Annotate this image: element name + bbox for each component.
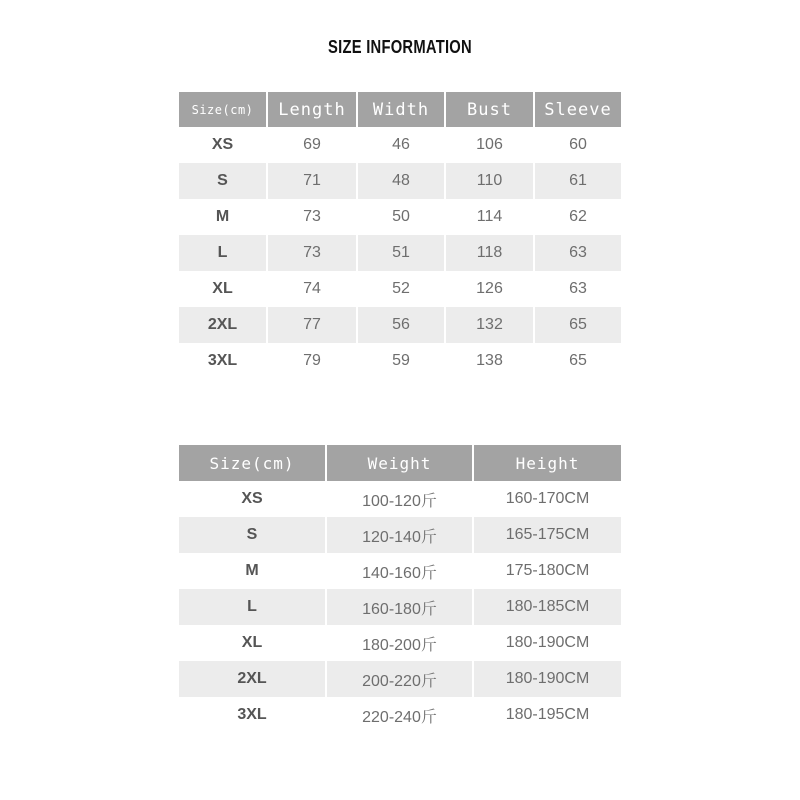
header-width: Width xyxy=(357,92,445,127)
sleeve-cell: 62 xyxy=(534,199,621,235)
size-cell: S xyxy=(179,517,326,553)
table-row xyxy=(179,307,621,343)
sleeve-cell: 65 xyxy=(534,307,621,343)
length-cell: 71 xyxy=(267,163,357,199)
table-row xyxy=(179,661,621,697)
sleeve-cell: 63 xyxy=(534,271,621,307)
bust-cell: 114 xyxy=(445,199,534,235)
sleeve-cell: 65 xyxy=(534,343,621,379)
size-cell: S xyxy=(179,163,267,199)
bust-cell: 132 xyxy=(445,307,534,343)
weight-height-table xyxy=(179,445,621,733)
width-cell: 48 xyxy=(357,163,445,199)
table-row xyxy=(179,697,621,733)
height-cell: 165-175CM xyxy=(473,517,621,553)
size-cell: L xyxy=(179,589,326,625)
height-cell: 180-190CM xyxy=(473,625,621,661)
page-title: SIZE INFORMATION xyxy=(328,37,472,57)
width-cell: 46 xyxy=(357,127,445,163)
table-row xyxy=(179,271,621,307)
sleeve-cell: 61 xyxy=(534,163,621,199)
header-sleeve: Sleeve xyxy=(534,92,621,127)
height-cell: 180-195CM xyxy=(473,697,621,733)
width-cell: 56 xyxy=(357,307,445,343)
table-row xyxy=(179,127,621,163)
size-cell: M xyxy=(215,208,230,225)
header-size: Size(cm) xyxy=(179,92,267,127)
size-cell: L xyxy=(179,235,267,271)
weight-cell: 140-160斤 xyxy=(326,553,473,589)
length-cell: 69 xyxy=(267,127,357,163)
length-cell: 73 xyxy=(267,199,357,235)
header-size: Size(cm) xyxy=(179,445,326,481)
bust-cell: 138 xyxy=(445,343,534,379)
height-cell: 160-170CM xyxy=(473,481,621,517)
size-cell: 2XL xyxy=(179,661,326,697)
table-header-row xyxy=(179,445,621,481)
height-cell: 180-190CM xyxy=(473,661,621,697)
weight-cell: 180-200斤 xyxy=(326,625,473,661)
size-cell: XL xyxy=(212,280,233,297)
size-cell: 2XL xyxy=(179,307,267,343)
bust-cell: 110 xyxy=(445,163,534,199)
width-cell: 52 xyxy=(357,271,445,307)
width-cell: 50 xyxy=(357,199,445,235)
bust-cell: 118 xyxy=(445,235,534,271)
length-cell: 73 xyxy=(267,235,357,271)
table-row xyxy=(179,235,621,271)
table-row xyxy=(179,589,621,625)
weight-cell: 120-140斤 xyxy=(326,517,473,553)
table-header-row xyxy=(179,92,621,127)
width-cell: 51 xyxy=(357,235,445,271)
weight-cell: 220-240斤 xyxy=(326,697,473,733)
table-row xyxy=(179,481,621,517)
weight-cell: 100-120斤 xyxy=(326,481,473,517)
table-row xyxy=(179,553,621,589)
weight-cell: 160-180斤 xyxy=(326,589,473,625)
height-cell: 175-180CM xyxy=(473,553,621,589)
garment-measurements-table xyxy=(179,92,621,379)
sleeve-cell: 63 xyxy=(534,235,621,271)
table-row xyxy=(179,163,621,199)
size-cell: 3XL xyxy=(207,352,238,369)
size-cell: XS xyxy=(241,490,263,507)
size-cell: M xyxy=(245,562,259,579)
table-row xyxy=(179,517,621,553)
sleeve-cell: 60 xyxy=(534,127,621,163)
weight-cell: 200-220斤 xyxy=(326,661,473,697)
header-height: Height xyxy=(473,445,621,481)
table-row xyxy=(179,625,621,661)
size-cell: XL xyxy=(241,634,263,651)
length-cell: 79 xyxy=(267,343,357,379)
table-row xyxy=(179,199,621,235)
width-cell: 59 xyxy=(357,343,445,379)
height-cell: 180-185CM xyxy=(473,589,621,625)
header-length: Length xyxy=(267,92,357,127)
bust-cell: 106 xyxy=(445,127,534,163)
length-cell: 77 xyxy=(267,307,357,343)
size-cell: 3XL xyxy=(237,706,267,723)
size-cell: XS xyxy=(211,136,234,153)
length-cell: 74 xyxy=(267,271,357,307)
table-row xyxy=(179,343,621,379)
header-bust: Bust xyxy=(445,92,534,127)
header-weight: Weight xyxy=(326,445,473,481)
bust-cell: 126 xyxy=(445,271,534,307)
